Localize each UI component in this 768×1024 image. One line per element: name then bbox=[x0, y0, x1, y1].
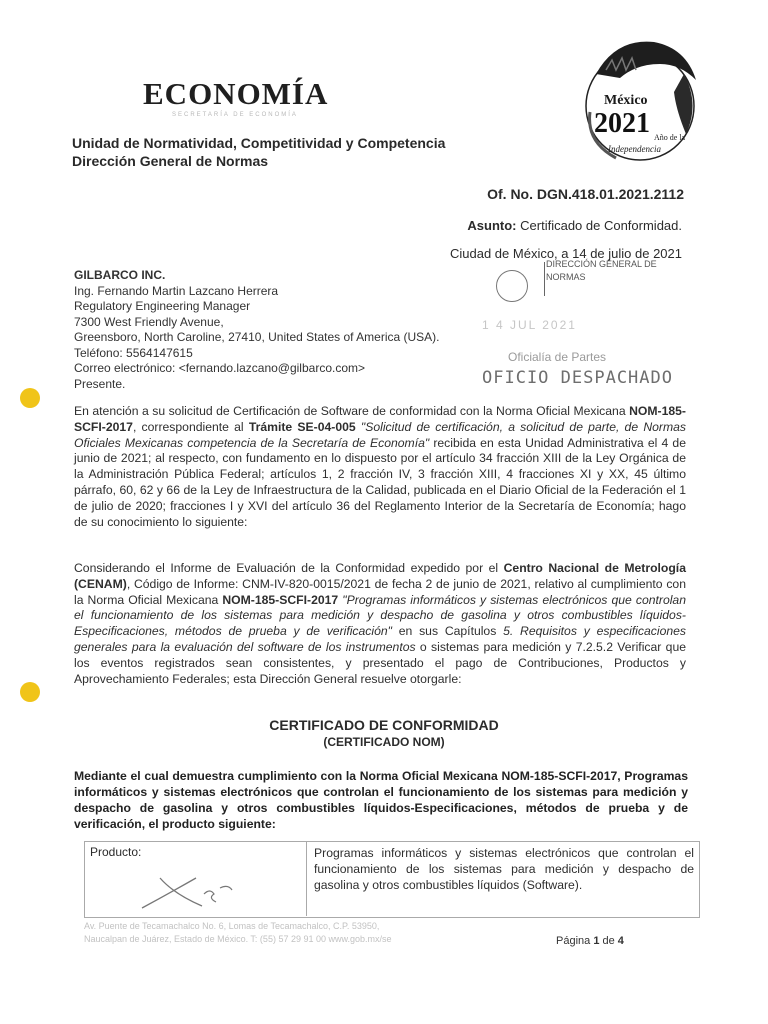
paragraph-request bbox=[74, 404, 686, 530]
binder-hole-top bbox=[20, 388, 40, 408]
logo-line1: Año de la bbox=[654, 133, 686, 142]
addressee-greeting: Presente. bbox=[74, 376, 126, 391]
footer-address-line2: Naucalpan de Juárez, Estado de México. T: (55) 57 29 91 00 www.gob.mx/se bbox=[84, 934, 392, 944]
addressee-email: Correo electrónico: <fernando.lazcano@gilbarco.com> bbox=[74, 361, 366, 375]
product-description: Programas informáticos y sistemas electrónicos que controlan el funcionamiento de los sistemas para medición y despacho de gasolina y otros combustibles líquidos (Software). bbox=[314, 846, 694, 892]
binder-hole-bottom bbox=[20, 682, 40, 702]
economia-logo: ECONOMÍA bbox=[143, 76, 329, 111]
addressee-phone: Teléfono: 5564147615 bbox=[74, 345, 193, 360]
page-number bbox=[556, 935, 624, 947]
addressee-name: Ing. Fernando Martin Lazcano Herrera bbox=[74, 283, 279, 298]
product-label: Producto: bbox=[90, 845, 142, 859]
addressee-city: Greensboro, North Caroline, 27410, United States of America (USA). bbox=[74, 330, 440, 344]
p1-text-c: , correspondiente al bbox=[132, 419, 249, 434]
addressee-position: Regulatory Engineering Manager bbox=[74, 299, 251, 313]
page-middle: de bbox=[599, 935, 618, 947]
p2-text-a: Considerando el Informe de Evaluación de la Conformidad expedido por el bbox=[74, 561, 504, 575]
certificate-heading bbox=[0, 717, 768, 751]
addressee-block bbox=[74, 268, 440, 392]
p1-norm: NOM-185-SCFI-2017 bbox=[74, 404, 686, 434]
addressee-company: GILBARCO INC. bbox=[74, 268, 166, 282]
p2-chapter: 5. Requisitos y especificaciones generales para la evaluación del software de los instrumentos bbox=[74, 624, 686, 654]
footer-address bbox=[84, 920, 392, 946]
reception-stamp-line1: DIRECCIÓN GENERAL DE bbox=[546, 259, 657, 269]
issuing-unit bbox=[72, 134, 445, 170]
p2-norm: NOM-185-SCFI-2017 bbox=[222, 592, 339, 607]
p1-text-g: recibida en esta Unidad Administrativa el 4 de junio de 2021; al respecto, con fundamento en lo dispuesto por el artículo 34 fracción XIII de la Ley Orgánica de la Administración Pública Federal; artículos 1, 2 fracción IV, 3 fracción XIII, 4 fracciones XI y XX, 45 último párrafo, 60, 62 y 66 de la Ley de Infraestructura de la Calidad, publicada en el Diario Oficial de la Federación el 1 de julio de 2020; fracciones I y XVI del artículo 36 del Reglamento Interior de la Secretaría de Economía; hago de su conocimiento lo siguiente: bbox=[74, 435, 686, 529]
logo-country: México bbox=[604, 93, 648, 108]
stamp-seal-icon bbox=[496, 270, 528, 302]
subject-label: Asunto: bbox=[467, 218, 517, 233]
p2-text-c: , Código de Informe: CNM-IV-820-0015/2021 de fecha 2 de junio de 2021, relativo al cumplimiento con la Norma Oficial Mexicana bbox=[74, 576, 686, 607]
paragraph-compliance: Mediante el cual demuestra cumplimiento con la Norma Oficial Mexicana NOM-185-SCFI-2017, Programas informáticos y sistemas electrónicos que controlan el funcionamiento de los sistemas para medición y despacho de gasolina y otros combustibles líquidos-Especificaciones, métodos de prueba y de verificación, el producto siguiente: bbox=[74, 769, 688, 831]
p1-procedure-title: "Solicitud de certificación, a solicitud de parte, de Normas Oficiales Mexicanas competencia de la Secretaría de Economía" bbox=[74, 419, 686, 450]
office-number: Of. No. DGN.418.01.2021.2112 bbox=[487, 186, 684, 202]
economia-logo-subtitle: SECRETARÍA DE ECONOMÍA bbox=[172, 112, 298, 118]
p2-cenam: Centro Nacional de Metrología (CENAM) bbox=[74, 561, 686, 591]
faint-date-stamp: 1 4 JUL 2021 bbox=[482, 318, 577, 332]
reception-stamp bbox=[546, 258, 686, 284]
stamp-divider bbox=[544, 262, 545, 296]
footer-address-line1: Av. Puente de Tecamachalco No. 6, Lomas de Tecamachalco, C.P. 53950, bbox=[84, 921, 380, 931]
p2-norm-title: "Programas informáticos y sistemas electrónicos que controlan el funcionamiento de los sistemas para medición y despacho de gasolina y otros combustibles líquidos-Especificaciones, métodos de prueba y de verificación" bbox=[74, 592, 686, 639]
mexico-2021-independence-logo bbox=[576, 34, 704, 162]
certificate-title: CERTIFICADO DE CONFORMIDAD bbox=[269, 717, 499, 733]
paragraph-considering bbox=[74, 561, 686, 687]
handwritten-initials bbox=[138, 864, 248, 914]
page-total: 4 bbox=[617, 935, 624, 947]
subject-value: Certificado de Conformidad. bbox=[520, 218, 682, 233]
addressee-street: 7300 West Friendly Avenue, bbox=[74, 314, 224, 329]
p2-text-g: en sus Capítulos bbox=[391, 624, 504, 639]
p1-procedure: Trámite SE-04-005 bbox=[248, 419, 356, 434]
certificate-subtitle: (CERTIFICADO NOM) bbox=[323, 735, 445, 749]
product-table-divider bbox=[306, 841, 307, 916]
reception-stamp-line2: NORMAS bbox=[546, 272, 586, 282]
dispatched-stamp: OFICIO DESPACHADO bbox=[482, 368, 673, 388]
office-of-parts-stamp: Oficialía de Partes bbox=[508, 350, 607, 364]
unit-name: Unidad de Normatividad, Competitividad y Competencia bbox=[72, 135, 446, 151]
page-current: 1 bbox=[593, 935, 600, 947]
logo-line2: Independencia bbox=[608, 144, 661, 154]
page-prefix: Página bbox=[556, 935, 594, 947]
p2-text-i: o sistemas para medición y 7.2.5.2 Verificar que los eventos registrados sean consistentes, y presentado el pago de Contribuciones, Productos y Aprovechamiento Federales; esta Dirección General resuelve otorgarle: bbox=[74, 639, 686, 686]
directorate-name: Dirección General de Normas bbox=[72, 153, 269, 169]
p1-text-a: En atención a su solicitud de Certificación de Software de conformidad con la Norma Oficial Mexicana bbox=[74, 404, 630, 418]
subject-line bbox=[467, 218, 682, 233]
logo-year: 2021 bbox=[594, 108, 650, 139]
place-and-date: Ciudad de México, a 14 de julio de 2021 bbox=[450, 246, 682, 261]
